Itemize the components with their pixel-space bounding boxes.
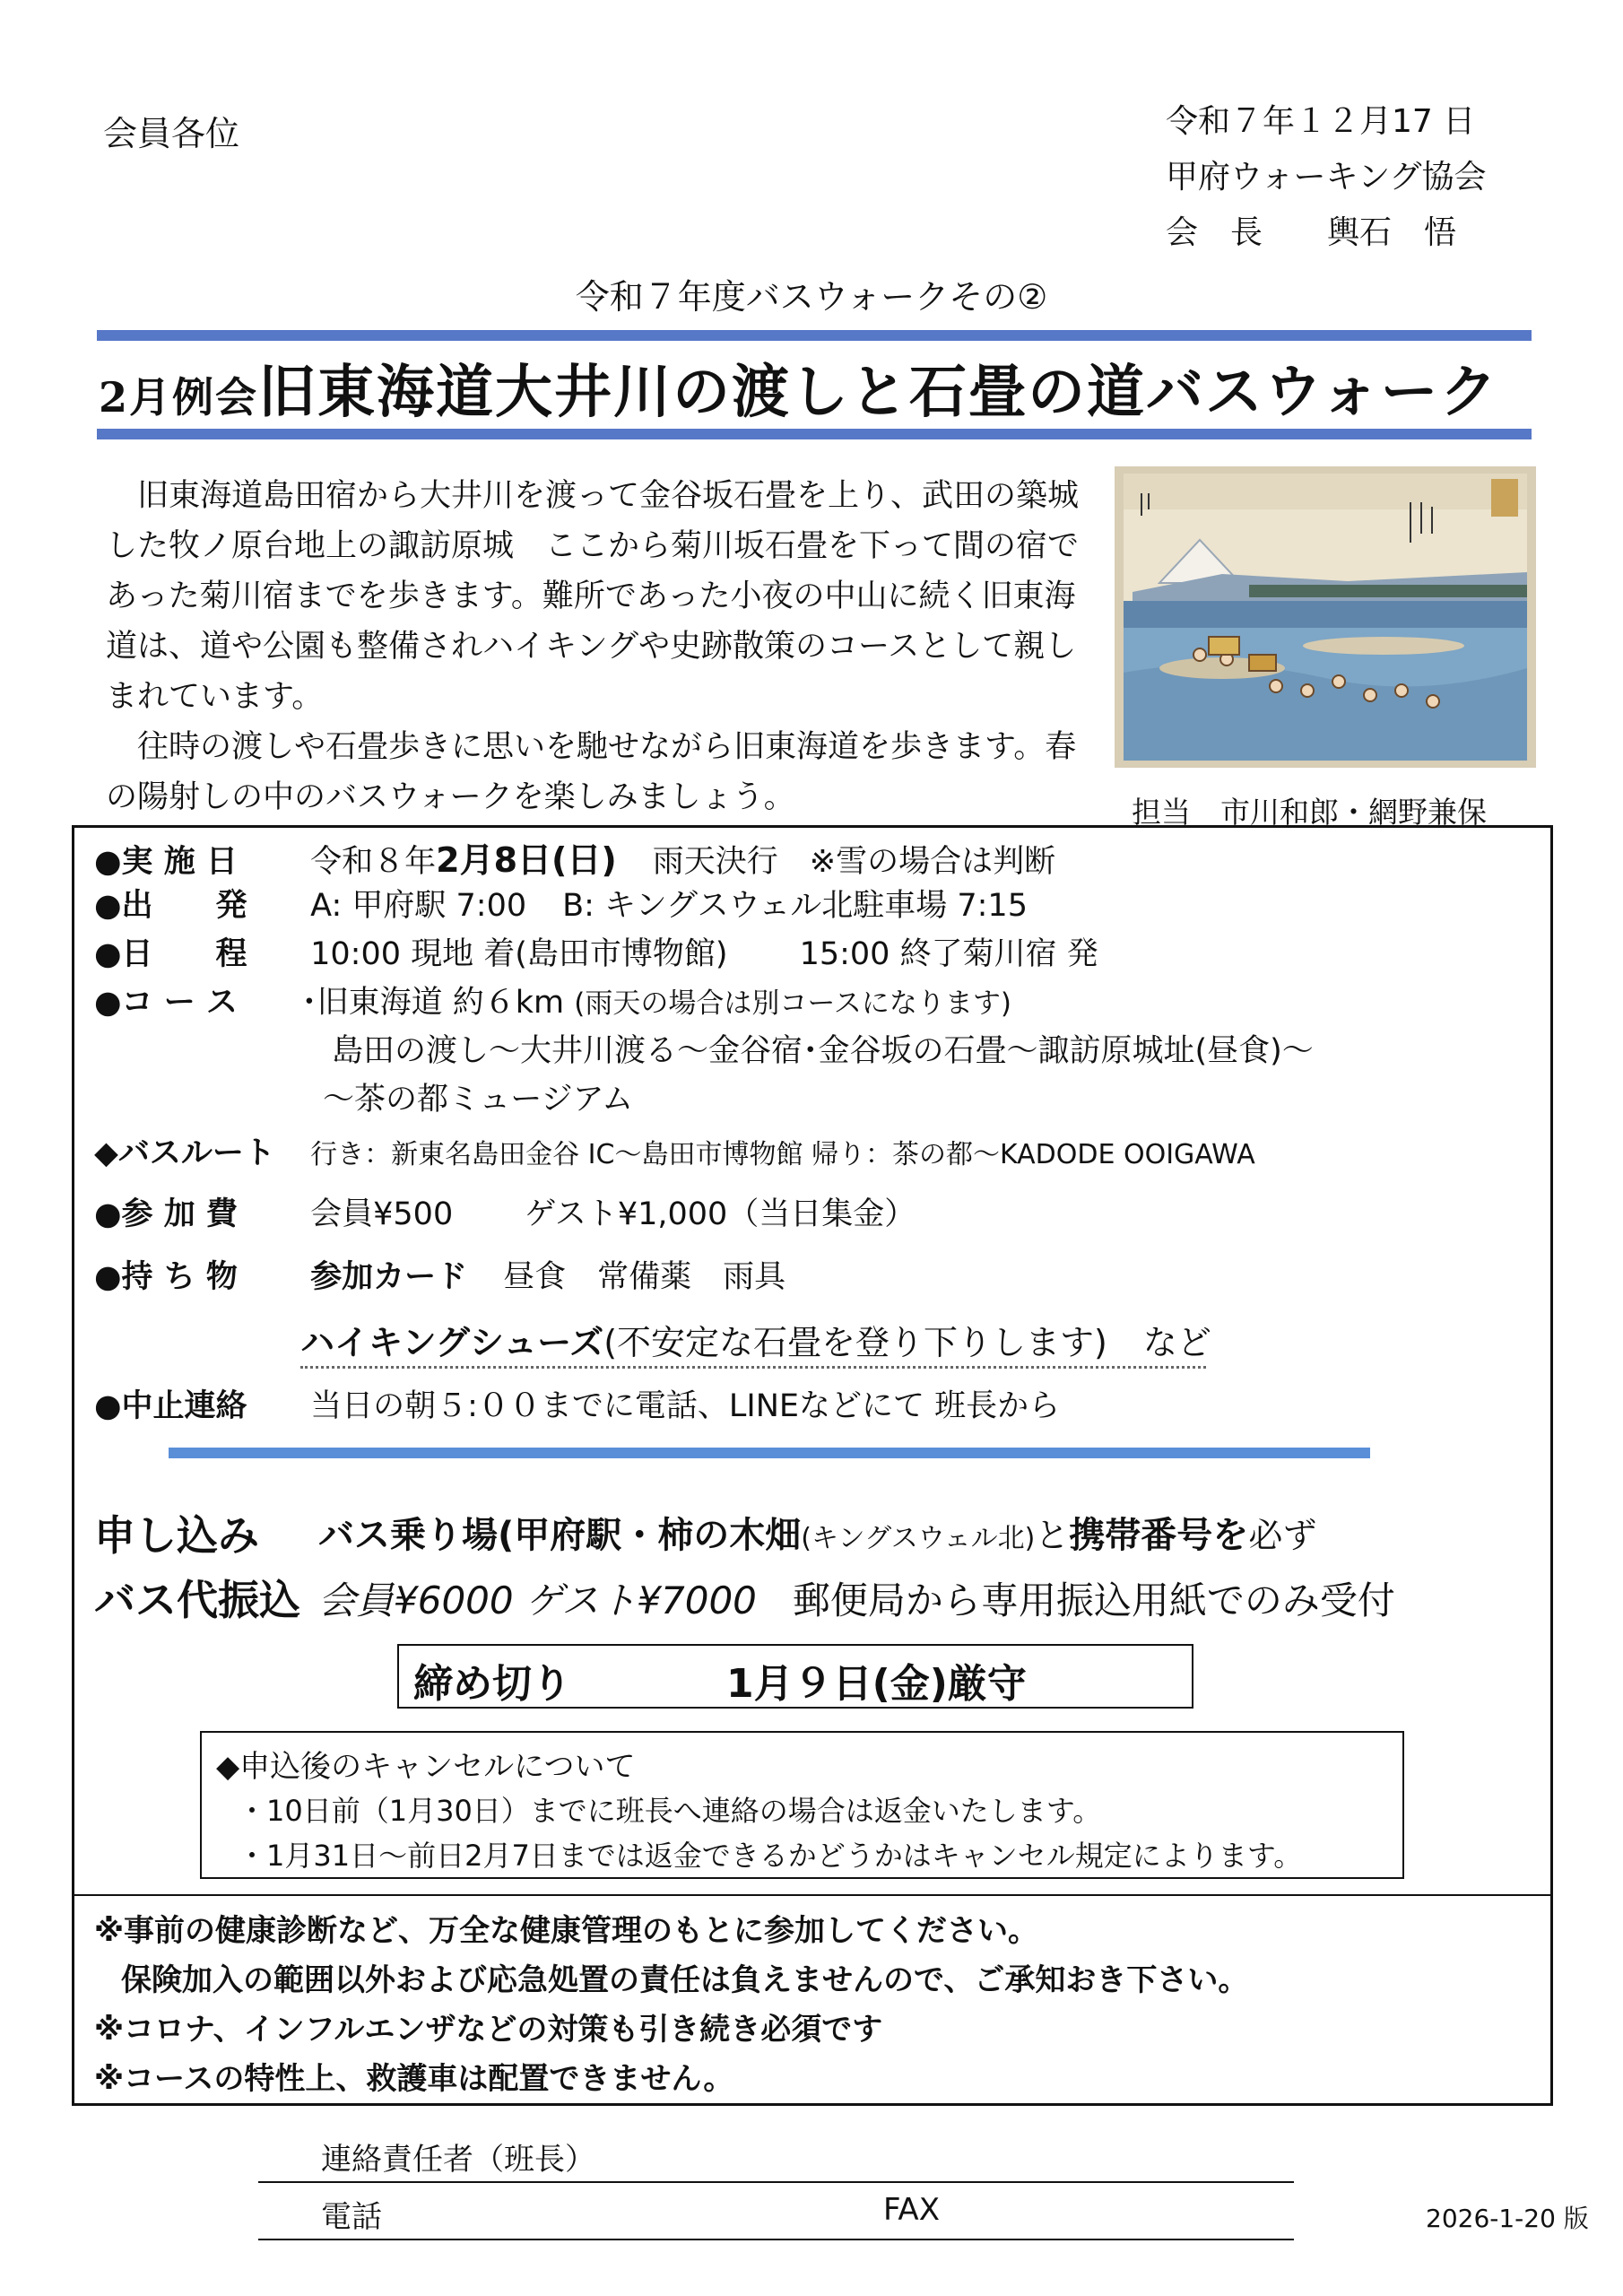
president-name: 会 長 輿石 悟 [1166, 214, 1457, 251]
date-note: 雨天決行 ※雪の場合は判断 [652, 844, 1056, 880]
label-bus-route: ◆バスルート [94, 1135, 275, 1171]
label-fee: ●参 加 費 [94, 1196, 238, 1232]
shoes-tail: など [1142, 1323, 1211, 1362]
title-rule-top [97, 330, 1532, 341]
footer-line-1 [258, 2181, 1294, 2183]
cancellation-rule-2: ・1月31日～前日2月7日までは返金できるかどうかはキャンセル規定によります。 [238, 1839, 1303, 1873]
title-main: 旧東海道大井川の渡しと石畳の道バスウォーク [258, 359, 1499, 426]
label-date: ●実 施 日 [94, 844, 238, 880]
apply-text [318, 1507, 1316, 1558]
payment-member: 会員¥6000 [318, 1578, 514, 1622]
shoes-underline [300, 1363, 1206, 1369]
apply-connector: と [1035, 1516, 1070, 1555]
label-course: ●コ ー ス [94, 985, 238, 1021]
items-list: 昼食 常備薬 雨具 [503, 1259, 786, 1295]
date-prefix: 令和８年 [310, 844, 437, 880]
phone-label: 電話 [321, 2199, 382, 2235]
cancellation-box [200, 1731, 1404, 1879]
intro-paragraph-2: 往時の渡しや石畳歩きに思いを馳せながら旧東海道を歩きます。春の陽射しの中のバスウォークを楽しみましょう。 [106, 729, 1077, 815]
intro-text [106, 471, 1101, 822]
detail-schedule [94, 929, 1098, 974]
detail-shoes [300, 1315, 1211, 1364]
intro-paragraph-1: 旧東海道島田宿から大井川を渡って金谷坂石畳を上り、武田の築城した牧ノ原台地上の諏訪原城 ここから菊川坂石畳を下って間の宿であった菊川宿までを歩きます。難所であった小夜の中山に続く旧東海道は、道や公園も整備されハイキングや史跡散策のコースとして親しまれています。 [106, 478, 1080, 715]
health-note-4: ※コースの特性上、救護車は配置できません。 [94, 2061, 734, 2097]
fee-member: 会員¥500 [310, 1196, 454, 1232]
fax-label: FAX [883, 2192, 940, 2228]
payment-guest: ゲスト¥7000 [525, 1578, 757, 1622]
label-departure: ●出 発 [94, 888, 247, 924]
title-rule-bottom [97, 429, 1532, 439]
payment-text [318, 1571, 1395, 1625]
detail-date [94, 832, 1055, 882]
item-shoes: ハイキングシューズ [300, 1323, 604, 1362]
staff-in-charge: 担当 市川和郎・網野兼保 [1132, 795, 1487, 830]
event-date: 2月8日(日) [436, 840, 617, 880]
section-divider [169, 1448, 1370, 1458]
detail-departure [94, 881, 1028, 926]
course-line-3: ～茶の都ミュージアム [323, 1082, 634, 1118]
apply-phone: 携帯番号を [1069, 1515, 1249, 1556]
cancel-contact-text: 当日の朝５:００までに電話、LINEなどにて 班長から [310, 1388, 1061, 1424]
deadline-label: 締め切り [413, 1661, 571, 1707]
issuer-block [1166, 94, 1486, 261]
apply-label: 申し込み [94, 1511, 259, 1560]
label-items: ●持 ち 物 [94, 1259, 238, 1295]
label-schedule: ●日 程 [94, 936, 247, 972]
label-cancel-contact: ●中止連絡 [94, 1388, 247, 1424]
addressee: 会員各位 [103, 114, 240, 153]
ukiyoe-print-image [1115, 466, 1536, 768]
payment-label: バス代振込 [94, 1576, 300, 1624]
shoes-note: (不安定な石畳を登り下りします) [603, 1323, 1107, 1362]
detail-course [94, 978, 1011, 1022]
health-note-3: ※コロナ、インフルエンザなどの対策も引き続き必須です [94, 2012, 883, 2048]
fee-guest: ゲスト¥1,000（当日集金） [525, 1196, 916, 1232]
deadline-box [397, 1644, 1193, 1709]
version-label: 2026-1-20 版 [1426, 2204, 1589, 2233]
detail-cancel-contact [94, 1381, 1060, 1426]
course-main: ･旧東海道 約６km [301, 985, 565, 1021]
cancellation-rule-1: ・10日前（1月30日）までに班長へ連絡の場合は返金いたします。 [238, 1794, 1102, 1828]
page-title [99, 346, 1498, 429]
item-card: 参加カード [310, 1259, 468, 1295]
apply-bus-stop: バス乗り場(甲府駅・柿の木畑 [318, 1515, 802, 1556]
departure-a: A: 甲府駅 7:00 [310, 888, 527, 924]
title-prefix: 2月例会 [99, 373, 259, 422]
bus-route: 行き：新東名島田金谷 IC～島田市博物館 帰り：茶の都～KADODE OOIGAWA [310, 1139, 1255, 1170]
issue-date: 令和７年１２月17 日 [1166, 103, 1476, 140]
payment-note: 郵便局から専用振込用紙でのみ受付 [792, 1578, 1395, 1622]
deadline-date: 1月９日(金)厳守 [726, 1661, 1027, 1707]
contact-label: 連絡責任者（班長） [321, 2142, 595, 2178]
apply-bus-stop-note: (キングスウェル北) [801, 1523, 1036, 1554]
departure-b: B: キングスウェル北駐車場 7:15 [562, 888, 1028, 924]
schedule-arrival: 10:00 現地 着(島田市博物館) [310, 936, 728, 972]
health-note-2: 保険加入の範囲以外および応急処置の責任は負えませんので、ご承知おき下さい。 [121, 1962, 1249, 1998]
organization-name: 甲府ウォーキング協会 [1166, 159, 1487, 196]
footer-line-2 [258, 2239, 1294, 2240]
schedule-departure: 15:00 終了菊川宿 発 [799, 936, 1098, 972]
detail-items [94, 1252, 785, 1297]
detail-bus-route [94, 1128, 1255, 1173]
course-line-2: 島田の渡し～大井川渡る～金谷宿･金谷坂の石畳～諏訪原城址(昼食)～ [332, 1033, 1314, 1069]
cancellation-title: ◆申込後のキャンセルについて [216, 1749, 636, 1785]
course-note: (雨天の場合は別コースになります) [574, 987, 1011, 1020]
detail-fee [94, 1189, 916, 1234]
apply-required: 必ず [1248, 1516, 1317, 1555]
subtitle: 令和７年度バスウォークその② [575, 277, 1048, 317]
health-note-1: ※事前の健康診断など、万全な健康管理のもとに参加してください。 [94, 1913, 1039, 1949]
health-divider [72, 1894, 1553, 1896]
